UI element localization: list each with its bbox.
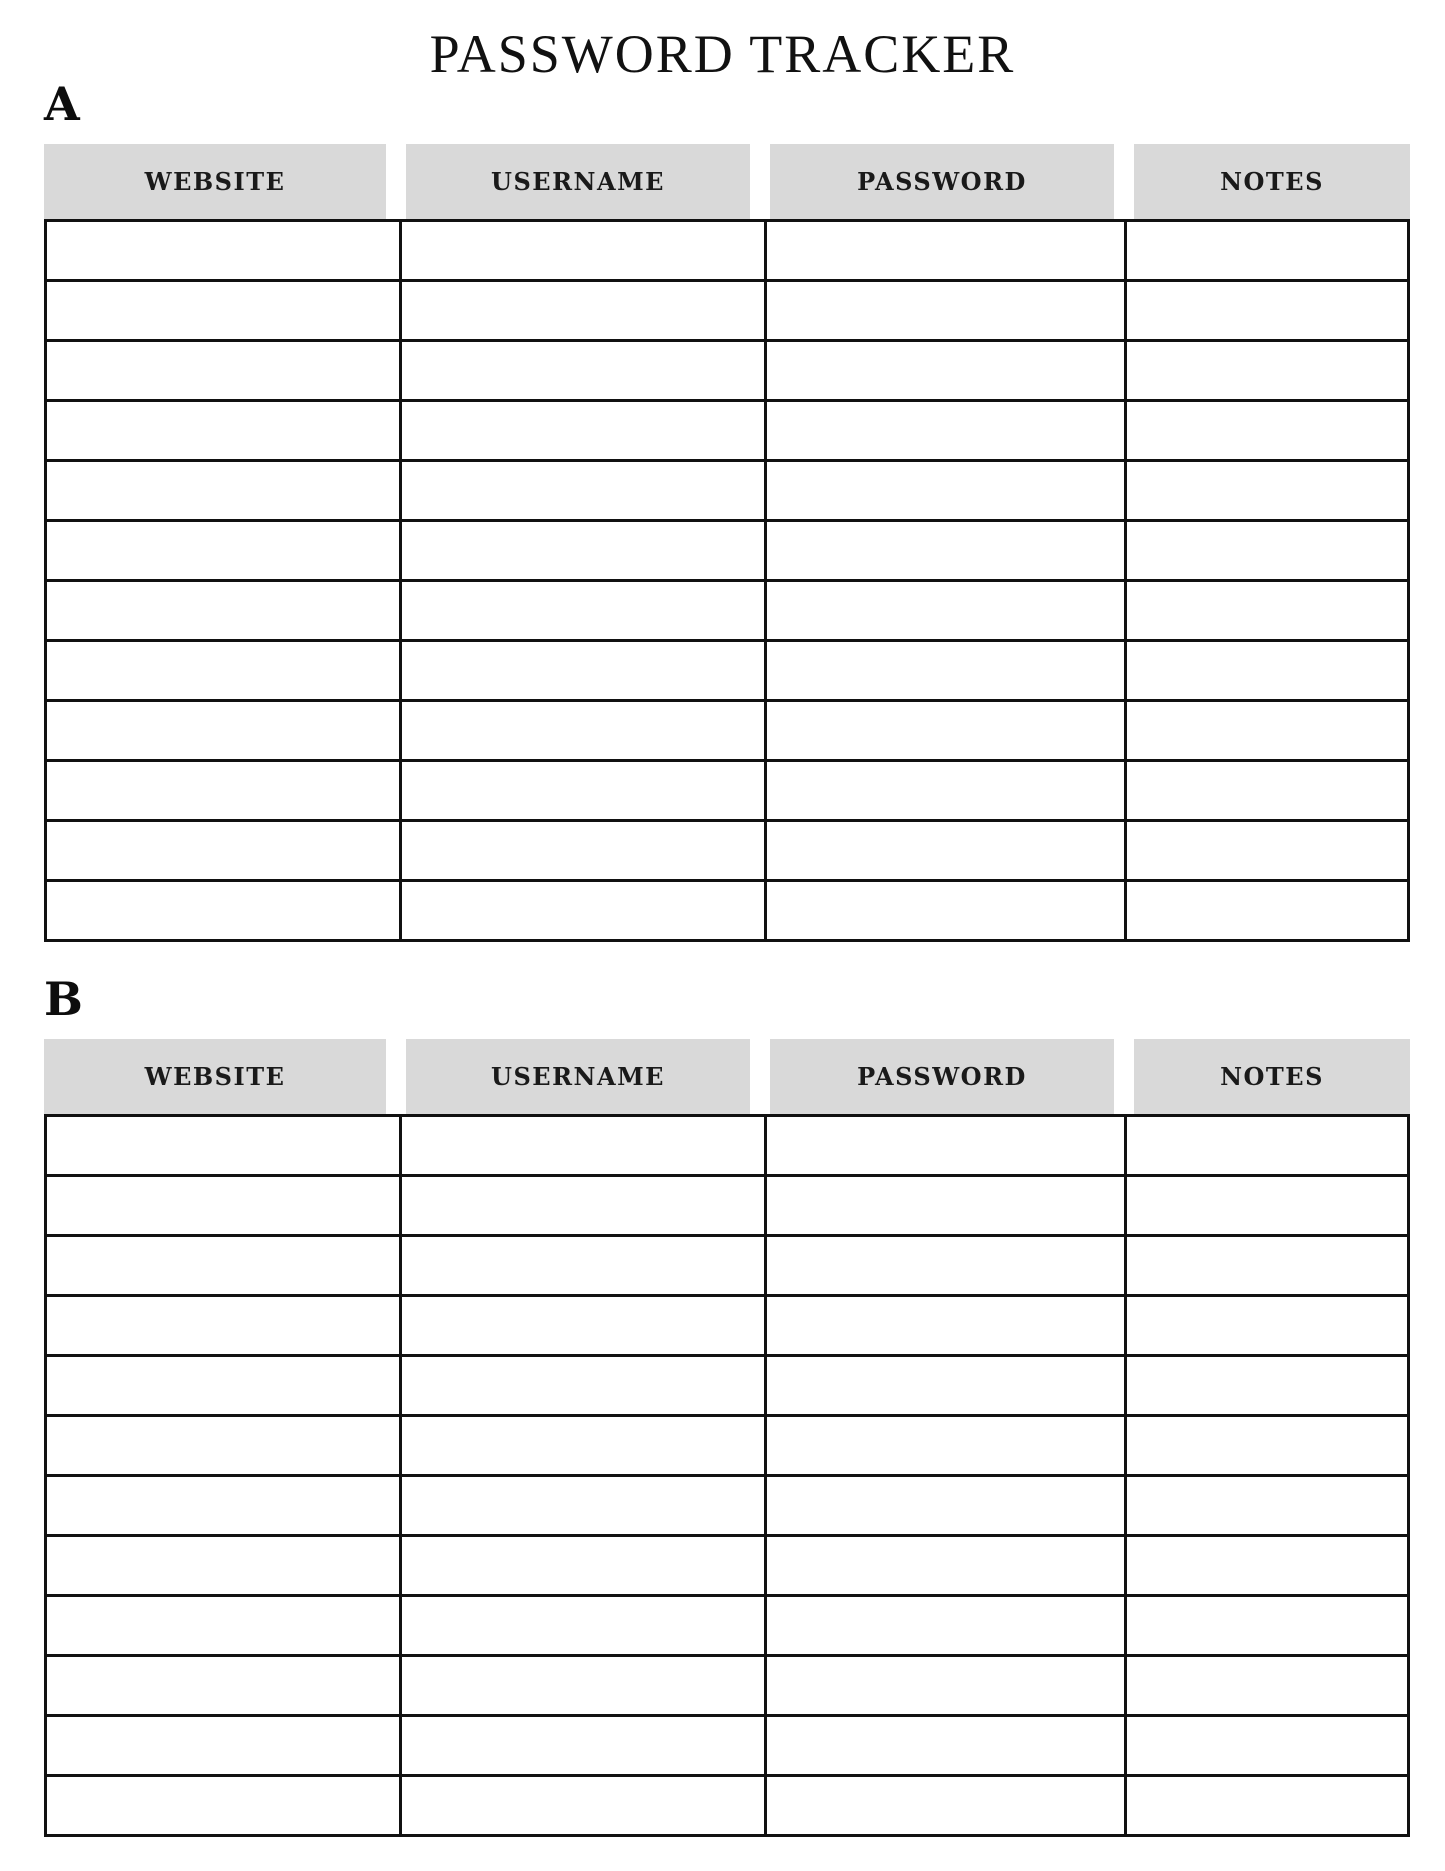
notes-entry-cell[interactable] bbox=[1127, 1297, 1410, 1354]
password-entry-cell[interactable] bbox=[767, 1777, 1126, 1834]
table-row bbox=[47, 1237, 1410, 1297]
header-username: USERNAME bbox=[406, 1039, 750, 1114]
table-row bbox=[47, 1357, 1410, 1417]
header-username: USERNAME bbox=[406, 144, 750, 219]
section-a bbox=[44, 78, 1410, 942]
notes-entry-cell[interactable] bbox=[1127, 1117, 1410, 1174]
username-entry-cell[interactable] bbox=[402, 702, 767, 759]
password-entry-cell[interactable] bbox=[767, 1117, 1126, 1174]
password-entry-cell[interactable] bbox=[767, 822, 1126, 879]
password-entry-cell[interactable] bbox=[767, 1297, 1126, 1354]
website-entry-cell[interactable] bbox=[47, 222, 402, 279]
password-entry-cell[interactable] bbox=[767, 342, 1126, 399]
website-entry-cell[interactable] bbox=[47, 522, 402, 579]
username-entry-cell[interactable] bbox=[402, 1417, 767, 1474]
username-entry-cell[interactable] bbox=[402, 1237, 767, 1294]
website-entry-cell[interactable] bbox=[47, 1357, 402, 1414]
password-entry-cell[interactable] bbox=[767, 1657, 1126, 1714]
username-entry-cell[interactable] bbox=[402, 522, 767, 579]
header-notes: NOTES bbox=[1134, 1039, 1410, 1114]
notes-entry-cell[interactable] bbox=[1127, 582, 1410, 639]
entry-grid bbox=[44, 219, 1410, 942]
notes-entry-cell[interactable] bbox=[1127, 1177, 1410, 1234]
table-row bbox=[47, 1657, 1410, 1717]
username-entry-cell[interactable] bbox=[402, 1597, 767, 1654]
notes-entry-cell[interactable] bbox=[1127, 1717, 1410, 1774]
password-entry-cell[interactable] bbox=[767, 1237, 1126, 1294]
website-entry-cell[interactable] bbox=[47, 582, 402, 639]
table-row bbox=[47, 582, 1410, 642]
table-header bbox=[44, 144, 1410, 219]
username-entry-cell[interactable] bbox=[402, 642, 767, 699]
notes-entry-cell[interactable] bbox=[1127, 1537, 1410, 1594]
table-row bbox=[47, 462, 1410, 522]
password-entry-cell[interactable] bbox=[767, 1417, 1126, 1474]
section-letter: B bbox=[44, 972, 83, 1026]
table-row bbox=[47, 822, 1410, 882]
header-website: WEBSITE bbox=[44, 144, 386, 219]
website-entry-cell[interactable] bbox=[47, 342, 402, 399]
website-entry-cell[interactable] bbox=[47, 1597, 402, 1654]
website-entry-cell[interactable] bbox=[47, 1237, 402, 1294]
notes-entry-cell[interactable] bbox=[1127, 522, 1410, 579]
username-entry-cell[interactable] bbox=[402, 1177, 767, 1234]
password-entry-cell[interactable] bbox=[767, 522, 1126, 579]
website-entry-cell[interactable] bbox=[47, 762, 402, 819]
username-entry-cell[interactable] bbox=[402, 882, 767, 939]
page-title: PASSWORD TRACKER bbox=[429, 24, 1016, 84]
notes-entry-cell[interactable] bbox=[1127, 1657, 1410, 1714]
password-entry-cell[interactable] bbox=[767, 762, 1126, 819]
table-header bbox=[44, 1039, 1410, 1114]
notes-entry-cell[interactable] bbox=[1127, 402, 1410, 459]
username-entry-cell[interactable] bbox=[402, 1297, 767, 1354]
password-entry-cell[interactable] bbox=[767, 1537, 1126, 1594]
password-entry-cell[interactable] bbox=[767, 1357, 1126, 1414]
header-website: WEBSITE bbox=[44, 1039, 386, 1114]
table-row bbox=[47, 282, 1410, 342]
table-row bbox=[47, 762, 1410, 822]
username-entry-cell[interactable] bbox=[402, 822, 767, 879]
notes-entry-cell[interactable] bbox=[1127, 1477, 1410, 1534]
website-entry-cell[interactable] bbox=[47, 462, 402, 519]
password-entry-cell[interactable] bbox=[767, 222, 1126, 279]
table-row bbox=[47, 402, 1410, 462]
table-row bbox=[47, 1537, 1410, 1597]
notes-entry-cell[interactable] bbox=[1127, 702, 1410, 759]
username-entry-cell[interactable] bbox=[402, 1777, 767, 1834]
header-password: PASSWORD bbox=[770, 144, 1114, 219]
username-entry-cell[interactable] bbox=[402, 1657, 767, 1714]
header-notes: NOTES bbox=[1134, 144, 1410, 219]
notes-entry-cell[interactable] bbox=[1127, 882, 1410, 939]
table-row bbox=[47, 222, 1410, 282]
username-entry-cell[interactable] bbox=[402, 1477, 767, 1534]
username-entry-cell[interactable] bbox=[402, 762, 767, 819]
website-entry-cell[interactable] bbox=[47, 1537, 402, 1594]
website-entry-cell[interactable] bbox=[47, 702, 402, 759]
table-row bbox=[47, 1297, 1410, 1357]
password-entry-cell[interactable] bbox=[767, 1477, 1126, 1534]
notes-entry-cell[interactable] bbox=[1127, 282, 1410, 339]
table-row bbox=[47, 1417, 1410, 1477]
notes-entry-cell[interactable] bbox=[1127, 462, 1410, 519]
table-row bbox=[47, 702, 1410, 762]
notes-entry-cell[interactable] bbox=[1127, 762, 1410, 819]
table-row bbox=[47, 882, 1410, 942]
website-entry-cell[interactable] bbox=[47, 822, 402, 879]
website-entry-cell[interactable] bbox=[47, 882, 402, 939]
section-letter: A bbox=[44, 77, 80, 131]
notes-entry-cell[interactable] bbox=[1127, 1597, 1410, 1654]
notes-entry-cell[interactable] bbox=[1127, 222, 1410, 279]
table-row bbox=[47, 1717, 1410, 1777]
username-entry-cell[interactable] bbox=[402, 1117, 767, 1174]
website-entry-cell[interactable] bbox=[47, 1417, 402, 1474]
website-entry-cell[interactable] bbox=[47, 1177, 402, 1234]
notes-entry-cell[interactable] bbox=[1127, 342, 1410, 399]
password-entry-cell[interactable] bbox=[767, 582, 1126, 639]
header-password: PASSWORD bbox=[770, 1039, 1114, 1114]
table-row bbox=[47, 1597, 1410, 1657]
notes-entry-cell[interactable] bbox=[1127, 1237, 1410, 1294]
notes-entry-cell[interactable] bbox=[1127, 1777, 1410, 1834]
password-entry-cell[interactable] bbox=[767, 882, 1126, 939]
website-entry-cell[interactable] bbox=[47, 1777, 402, 1834]
username-entry-cell[interactable] bbox=[402, 462, 767, 519]
website-entry-cell[interactable] bbox=[47, 1717, 402, 1774]
username-entry-cell[interactable] bbox=[402, 1537, 767, 1594]
website-entry-cell[interactable] bbox=[47, 282, 402, 339]
password-entry-cell[interactable] bbox=[767, 702, 1126, 759]
notes-entry-cell[interactable] bbox=[1127, 1417, 1410, 1474]
website-entry-cell[interactable] bbox=[47, 1297, 402, 1354]
website-entry-cell[interactable] bbox=[47, 1117, 402, 1174]
password-entry-cell[interactable] bbox=[767, 282, 1126, 339]
section-b bbox=[44, 973, 1410, 1837]
username-entry-cell[interactable] bbox=[402, 282, 767, 339]
table-row bbox=[47, 522, 1410, 582]
password-entry-cell[interactable] bbox=[767, 1597, 1126, 1654]
table-row bbox=[47, 1177, 1410, 1237]
notes-entry-cell[interactable] bbox=[1127, 642, 1410, 699]
password-entry-cell[interactable] bbox=[767, 1177, 1126, 1234]
table-row bbox=[47, 1777, 1410, 1837]
website-entry-cell[interactable] bbox=[47, 1477, 402, 1534]
username-entry-cell[interactable] bbox=[402, 1717, 767, 1774]
username-entry-cell[interactable] bbox=[402, 582, 767, 639]
username-entry-cell[interactable] bbox=[402, 1357, 767, 1414]
username-entry-cell[interactable] bbox=[402, 402, 767, 459]
entry-grid bbox=[44, 1114, 1410, 1837]
password-entry-cell[interactable] bbox=[767, 462, 1126, 519]
website-entry-cell[interactable] bbox=[47, 1657, 402, 1714]
table-row bbox=[47, 642, 1410, 702]
table-row bbox=[47, 1117, 1410, 1177]
table-row bbox=[47, 342, 1410, 402]
notes-entry-cell[interactable] bbox=[1127, 822, 1410, 879]
notes-entry-cell[interactable] bbox=[1127, 1357, 1410, 1414]
password-entry-cell[interactable] bbox=[767, 402, 1126, 459]
password-entry-cell[interactable] bbox=[767, 1717, 1126, 1774]
password-entry-cell[interactable] bbox=[767, 642, 1126, 699]
website-entry-cell[interactable] bbox=[47, 642, 402, 699]
username-entry-cell[interactable] bbox=[402, 222, 767, 279]
website-entry-cell[interactable] bbox=[47, 402, 402, 459]
username-entry-cell[interactable] bbox=[402, 342, 767, 399]
table-row bbox=[47, 1477, 1410, 1537]
